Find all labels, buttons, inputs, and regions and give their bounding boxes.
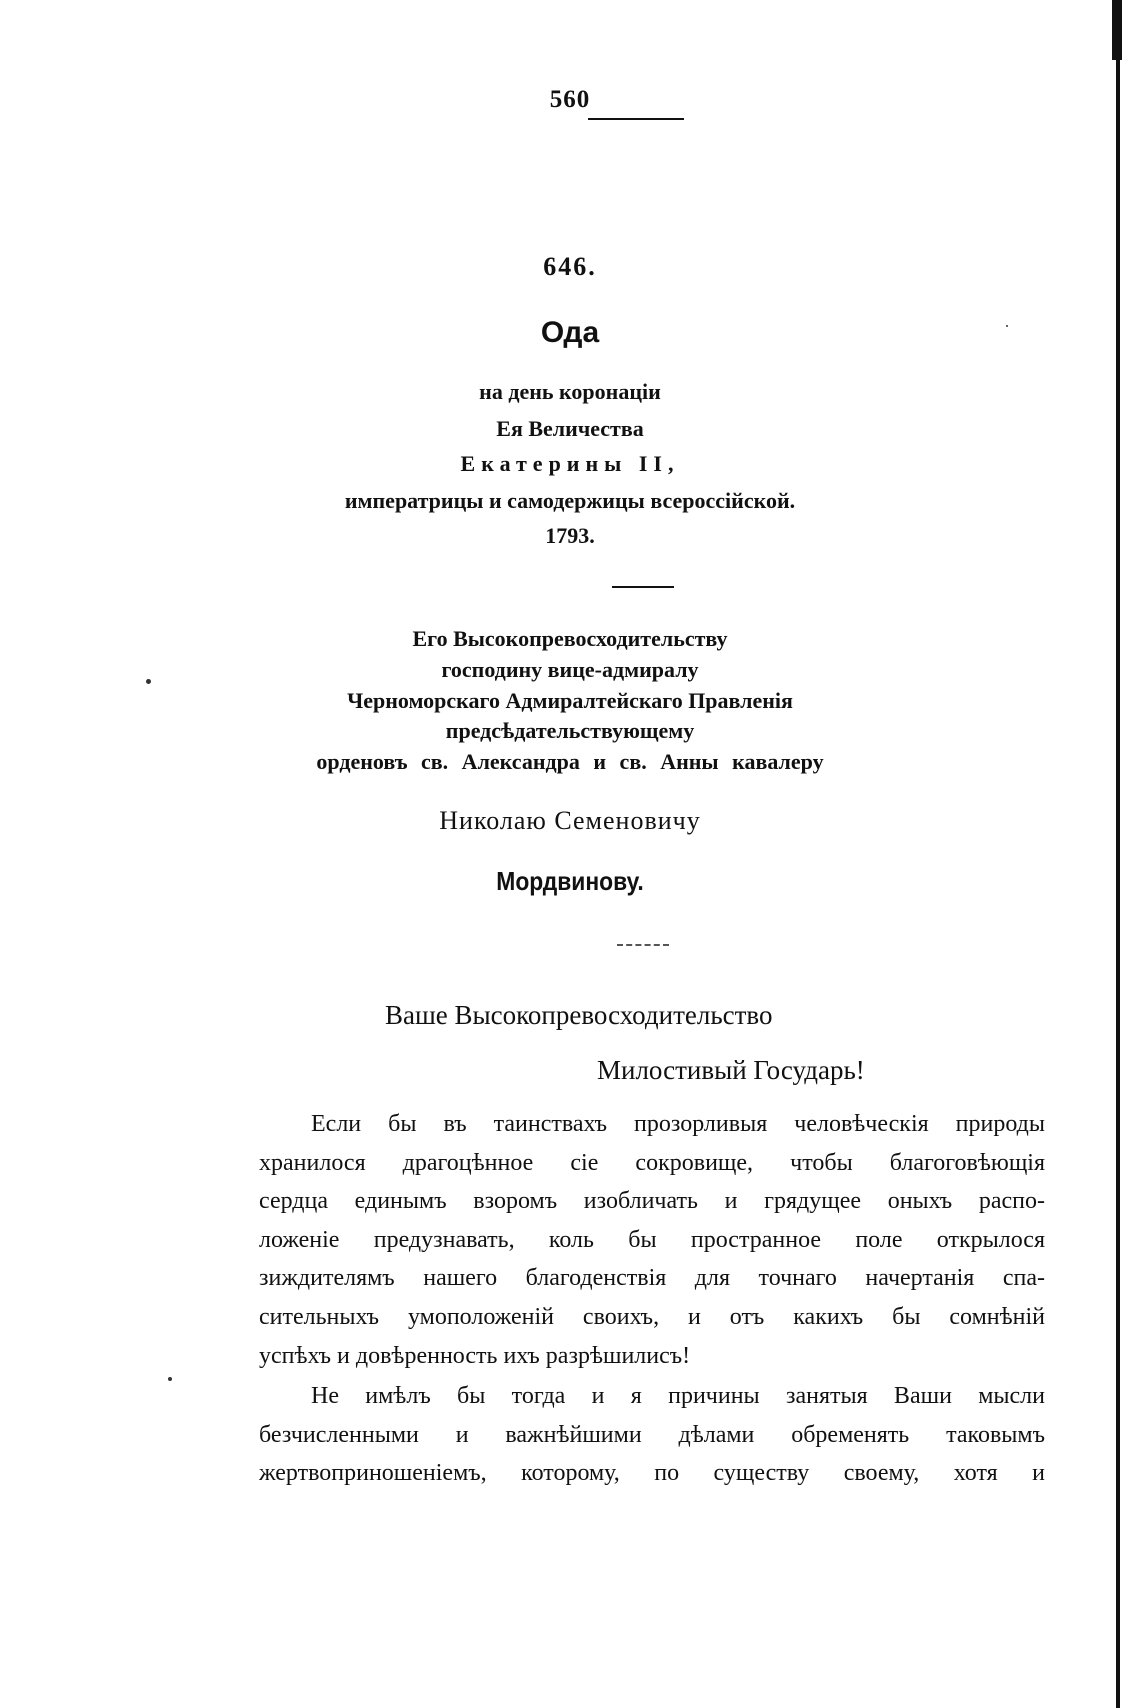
small-divider bbox=[617, 944, 669, 946]
dedication-line: предсѣдательствующему bbox=[445, 718, 695, 743]
subtitle-line: императрицы и самодержицы всероссійской. bbox=[344, 488, 796, 513]
scan-speck bbox=[1006, 325, 1008, 327]
greeting: Милостивый Государь! bbox=[597, 1055, 865, 1085]
body-line: сердца единымъ взоромъ изобличать и грядущее оныхъ распо- bbox=[259, 1188, 1045, 1215]
body-line: сительныхъ умоположеній своихъ, и отъ какихъ бы сомнѣній bbox=[259, 1303, 1045, 1330]
body-line: хранилося драгоцѣнное сіе сокровище, чтобы благоговѣющія bbox=[259, 1149, 1045, 1176]
entry-number: 646. bbox=[543, 252, 597, 281]
body-line: ложеніе предузнавать, коль бы пространное поле открылося bbox=[259, 1226, 1045, 1253]
body-line: успѣхъ и довѣренность ихъ разрѣшилисъ! bbox=[259, 1342, 691, 1369]
scan-speck bbox=[168, 1377, 172, 1381]
letter-body bbox=[259, 1105, 1045, 1493]
section-divider bbox=[612, 586, 674, 588]
addressee-surname: Мордвинову. bbox=[496, 866, 644, 896]
scan-speck bbox=[146, 679, 151, 684]
page-number: 560 bbox=[549, 86, 591, 113]
body-line: безчисленными и важнѣйшими дѣлами обременять таковымъ bbox=[259, 1421, 1045, 1448]
body-line: Если бы въ таинствахъ прозорливыя человѣческія природы bbox=[311, 1111, 1045, 1137]
dedication-line: Его Высокопревосходительству bbox=[412, 626, 728, 651]
subtitle-line: Екатерины II, bbox=[460, 451, 680, 476]
addressee-name: Николаю Семеновичу bbox=[439, 806, 701, 835]
body-line: Не имѣлъ бы тогда и я причины занятыя Ваши мысли bbox=[311, 1383, 1045, 1410]
body-line: зиждителямъ нашего благоденствія для точнаго начертанія спа- bbox=[259, 1265, 1045, 1292]
salutation: Ваше Высокопревосходительство bbox=[385, 1000, 773, 1030]
dedication-line: господину вице-адмиралу bbox=[441, 657, 699, 682]
dedication-line: орденовъ св. Александра и св. Анны кавалеру bbox=[316, 749, 824, 774]
subtitle-line: на день коронаціи bbox=[479, 379, 661, 404]
dedication-line: Черноморскаго Адмиралтейскаго Правленія bbox=[347, 688, 793, 713]
subtitle-line: Ея Величества bbox=[496, 416, 644, 441]
ode-title: Ода bbox=[540, 316, 600, 349]
page-number-rule bbox=[588, 118, 684, 120]
body-line: жертвоприношеніемъ, которому, по существу своему, хотя и bbox=[259, 1460, 1045, 1487]
subtitle-year: 1793. bbox=[545, 523, 595, 548]
scan-edge-top bbox=[1112, 0, 1122, 60]
